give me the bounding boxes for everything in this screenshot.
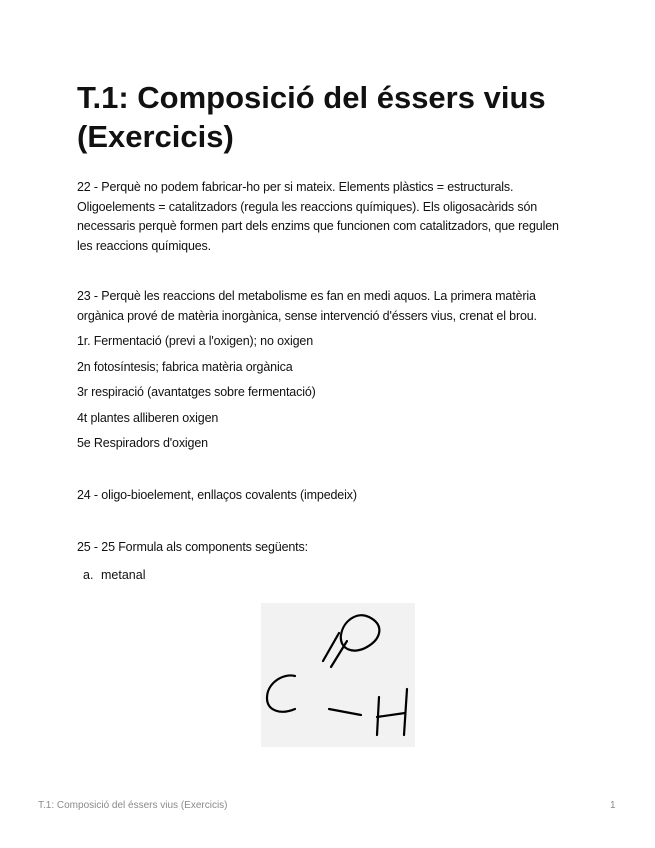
paragraph-25: 25 - 25 Formula als components següents: [77, 540, 308, 554]
list-marker: a. [83, 568, 94, 582]
step-line: 3r respiració (avantatges sobre fermentació) [77, 385, 316, 399]
letter-c-stroke [267, 675, 295, 711]
paragraph-24: 24 - oligo-bioelement, enllaços covalents (impedeix) [77, 488, 357, 502]
page-title: T.1: Composició del éssers vius (Exercicis) [77, 80, 546, 154]
footer-title: T.1: Composició del éssers vius (Exercicis) [38, 800, 228, 811]
page-number: 1 [610, 800, 616, 811]
step-line: 1r. Fermentació (previ a l'oxigen); no oxigen [77, 334, 314, 348]
methanal-sketch [261, 603, 415, 747]
letter-h-stroke [377, 713, 405, 717]
paragraph-22: 22 - Perquè no podem fabricar-ho per si mateix. Elements plàstics = estructurals. Oligoelements = catalitzadors (regula les reaccions químiques). Els oligosacàrids són necessaris perquè formen part dels enzims que funcionen com catalitzadors, que regulen les reaccions químiques. [77, 180, 559, 253]
step-line: 5e Respiradors d'oxigen [77, 436, 208, 450]
letter-o-stroke [341, 615, 380, 650]
single-bond-line [329, 709, 361, 715]
paragraph-23: 23 - Perquè les reaccions del metabolisme es fan en medi aquos. La primera matèria orgànica prové de matèria inorgànica, sense intervenció d'éssers vius, crenat el brou. [77, 289, 537, 323]
step-line: 2n fotosíntesis; fabrica matèria orgànica [77, 360, 293, 374]
handwritten-formula-drawing [261, 603, 415, 747]
list-item-text: metanal [101, 568, 146, 582]
step-line: 4t plantes alliberen oxigen [77, 411, 219, 425]
